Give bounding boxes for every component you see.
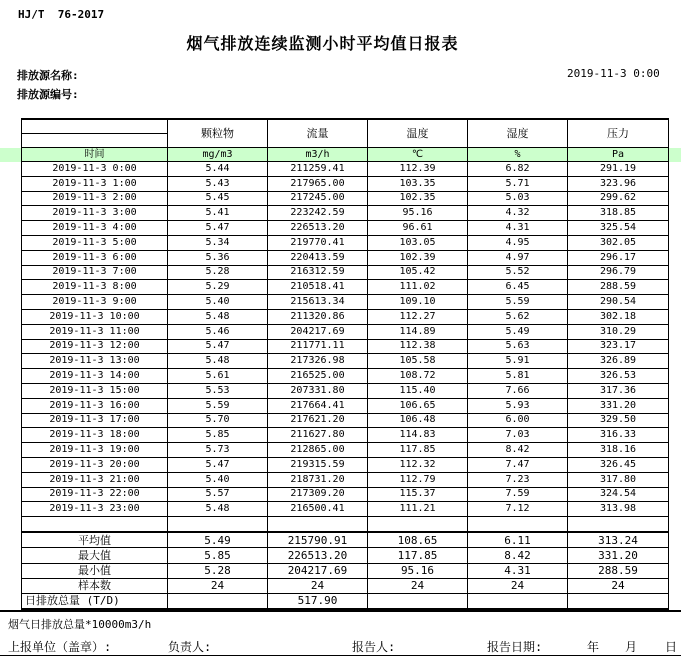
- pressure-cell: 326.53: [568, 369, 669, 384]
- time-cell: 2019-11-3 6:00: [22, 250, 168, 265]
- table-row: [22, 206, 669, 221]
- humidity-cell: 8.42: [468, 443, 568, 458]
- footer-divider-thick: [0, 610, 681, 612]
- summary-rows: [22, 532, 669, 609]
- pressure-cell: 291.19: [568, 162, 669, 177]
- summary-temp-cell: 24: [368, 578, 468, 593]
- flow-cell: 211259.41: [268, 162, 368, 177]
- summary-humidity-cell: 8.42: [468, 548, 568, 563]
- unit-row: [22, 148, 669, 162]
- flow-cell: 217309.20: [268, 487, 368, 502]
- table-row: [22, 369, 669, 384]
- col-header-humidity: 湿度: [468, 119, 568, 148]
- flow-cell: 207331.80: [268, 383, 368, 398]
- unit-temp: ℃: [368, 148, 468, 162]
- temp-cell: 112.79: [368, 472, 468, 487]
- flow-cell: 219770.41: [268, 235, 368, 250]
- summary-humidity-cell: 6.11: [468, 532, 568, 548]
- summary-humidity-cell: 24: [468, 578, 568, 593]
- summary-label-cell: 最小值: [22, 563, 168, 578]
- table-row: [22, 162, 669, 177]
- time-cell: 2019-11-3 19:00: [22, 443, 168, 458]
- table-row: [22, 472, 669, 487]
- table-row: [22, 221, 669, 236]
- pm-cell: 5.53: [168, 383, 268, 398]
- summary-flow-cell: 215790.91: [268, 532, 368, 548]
- humidity-cell: 6.45: [468, 280, 568, 295]
- pressure-cell: 325.54: [568, 221, 669, 236]
- temp-cell: 115.40: [368, 383, 468, 398]
- time-cell: 2019-11-3 11:00: [22, 324, 168, 339]
- pressure-cell: 331.20: [568, 398, 669, 413]
- pressure-cell: 288.59: [568, 280, 669, 295]
- summary-pressure-cell: 313.24: [568, 532, 669, 548]
- temp-cell: 105.42: [368, 265, 468, 280]
- temp-cell: 117.85: [368, 443, 468, 458]
- time-cell: 2019-11-3 23:00: [22, 502, 168, 517]
- summary-pressure-cell: 24: [568, 578, 669, 593]
- temp-cell: 109.10: [368, 295, 468, 310]
- unit-pm: mg/m3: [168, 148, 268, 162]
- pm-cell: 5.45: [168, 191, 268, 206]
- summary-pm-cell: 5.28: [168, 563, 268, 578]
- temp-cell: 106.48: [368, 413, 468, 428]
- pm-cell: 5.34: [168, 235, 268, 250]
- report-datetime: 2019-11-3 0:00: [567, 67, 660, 80]
- flow-cell: 216500.41: [268, 502, 368, 517]
- flow-cell: 218731.20: [268, 472, 368, 487]
- col-header-pressure: 压力: [568, 119, 669, 148]
- temp-cell: 106.65: [368, 398, 468, 413]
- temp-cell: 95.16: [368, 206, 468, 221]
- table-row: [22, 280, 669, 295]
- summary-temp-cell: 108.65: [368, 532, 468, 548]
- pressure-cell: 296.79: [568, 265, 669, 280]
- summary-row: [22, 548, 669, 563]
- humidity-cell: 7.66: [468, 383, 568, 398]
- humidity-cell: 7.23: [468, 472, 568, 487]
- pressure-cell: 326.89: [568, 354, 669, 369]
- flow-cell: 217245.00: [268, 191, 368, 206]
- flow-cell: 212865.00: [268, 443, 368, 458]
- time-cell: 2019-11-3 5:00: [22, 235, 168, 250]
- pressure-cell: 302.18: [568, 309, 669, 324]
- pressure-cell: 290.54: [568, 295, 669, 310]
- pm-cell: 5.48: [168, 502, 268, 517]
- page-title: 烟气排放连续监测小时平均值日报表: [186, 34, 459, 53]
- humidity-cell: 5.52: [468, 265, 568, 280]
- flow-cell: 211320.86: [268, 309, 368, 324]
- spacer-cell: [568, 517, 669, 533]
- time-cell: 2019-11-3 4:00: [22, 221, 168, 236]
- table-row: [22, 457, 669, 472]
- total-emission-note: 烟气日排放总量*10000m3/h: [8, 618, 152, 631]
- unit-humidity: %: [468, 148, 568, 162]
- pm-cell: 5.41: [168, 206, 268, 221]
- pm-cell: 5.57: [168, 487, 268, 502]
- pressure-cell: 310.29: [568, 324, 669, 339]
- unit-flow: m3/h: [268, 148, 368, 162]
- col-header-temp: 温度: [368, 119, 468, 148]
- time-cell: 2019-11-3 3:00: [22, 206, 168, 221]
- time-cell: 2019-11-3 13:00: [22, 354, 168, 369]
- summary-label-cell: 最大值: [22, 548, 168, 563]
- summary-pm-cell: 5.49: [168, 532, 268, 548]
- flow-cell: 216525.00: [268, 369, 368, 384]
- unit-pressure: Pa: [568, 148, 669, 162]
- humidity-cell: 5.71: [468, 176, 568, 191]
- table-row: [22, 398, 669, 413]
- table-row: [22, 295, 669, 310]
- humidity-cell: 4.97: [468, 250, 568, 265]
- humidity-cell: 4.95: [468, 235, 568, 250]
- summary-label-cell: 日排放总量 (T/D): [22, 593, 168, 609]
- col-header-flow: 流量: [268, 119, 368, 148]
- table-row: [22, 502, 669, 517]
- humidity-cell: 6.00: [468, 413, 568, 428]
- flow-cell: 215613.34: [268, 295, 368, 310]
- pm-cell: 5.48: [168, 354, 268, 369]
- pressure-cell: 296.17: [568, 250, 669, 265]
- pressure-cell: 299.62: [568, 191, 669, 206]
- table-row: [22, 176, 669, 191]
- flow-cell: 217621.20: [268, 413, 368, 428]
- humidity-cell: 5.59: [468, 295, 568, 310]
- pm-cell: 5.43: [168, 176, 268, 191]
- humidity-cell: 7.47: [468, 457, 568, 472]
- humidity-cell: 5.63: [468, 339, 568, 354]
- pm-cell: 5.36: [168, 250, 268, 265]
- summary-pressure-cell: [568, 593, 669, 609]
- table-row: [22, 191, 669, 206]
- temp-cell: 112.32: [368, 457, 468, 472]
- temp-cell: 108.72: [368, 369, 468, 384]
- time-cell: 2019-11-3 8:00: [22, 280, 168, 295]
- pressure-cell: 318.85: [568, 206, 669, 221]
- summary-row: [22, 532, 669, 548]
- pm-cell: 5.70: [168, 413, 268, 428]
- humidity-cell: 5.03: [468, 191, 568, 206]
- humidity-cell: 5.91: [468, 354, 568, 369]
- humidity-cell: 6.82: [468, 162, 568, 177]
- summary-flow-cell: 226513.20: [268, 548, 368, 563]
- table-row: [22, 235, 669, 250]
- pm-cell: 5.47: [168, 457, 268, 472]
- spacer-cell: [468, 517, 568, 533]
- table-row: [22, 309, 669, 324]
- pm-cell: 5.47: [168, 339, 268, 354]
- pressure-cell: 316.33: [568, 428, 669, 443]
- param-header-row: [22, 119, 669, 134]
- pm-cell: 5.40: [168, 295, 268, 310]
- flow-cell: 210518.41: [268, 280, 368, 295]
- flow-cell: 217326.98: [268, 354, 368, 369]
- source-code-label: 排放源编号:: [17, 88, 79, 101]
- month-label: 月: [625, 640, 638, 654]
- time-cell: 2019-11-3 16:00: [22, 398, 168, 413]
- responsible-label: 负责人:: [168, 640, 212, 654]
- reporter-label: 报告人:: [352, 640, 396, 654]
- pressure-cell: 318.16: [568, 443, 669, 458]
- flow-cell: 216312.59: [268, 265, 368, 280]
- flow-cell: 204217.69: [268, 324, 368, 339]
- pm-cell: 5.44: [168, 162, 268, 177]
- time-cell: 2019-11-3 21:00: [22, 472, 168, 487]
- source-name-label: 排放源名称:: [17, 69, 79, 82]
- summary-flow-cell: 204217.69: [268, 563, 368, 578]
- temp-cell: 102.35: [368, 191, 468, 206]
- pm-cell: 5.85: [168, 428, 268, 443]
- temp-cell: 111.02: [368, 280, 468, 295]
- time-cell: 2019-11-3 18:00: [22, 428, 168, 443]
- summary-row: [22, 578, 669, 593]
- pm-cell: 5.40: [168, 472, 268, 487]
- table-row: [22, 443, 669, 458]
- flow-cell: 217664.41: [268, 398, 368, 413]
- humidity-cell: 5.49: [468, 324, 568, 339]
- summary-temp-cell: 117.85: [368, 548, 468, 563]
- monitoring-table: [21, 118, 669, 610]
- temp-cell: 111.21: [368, 502, 468, 517]
- pm-cell: 5.46: [168, 324, 268, 339]
- table-header: [22, 119, 669, 162]
- pressure-cell: 313.98: [568, 502, 669, 517]
- flow-cell: 219315.59: [268, 457, 368, 472]
- flow-cell: 223242.59: [268, 206, 368, 221]
- pm-cell: 5.73: [168, 443, 268, 458]
- humidity-cell: 5.62: [468, 309, 568, 324]
- pressure-cell: 302.05: [568, 235, 669, 250]
- summary-flow-cell: 517.90: [268, 593, 368, 609]
- spacer-cell: [268, 517, 368, 533]
- time-cell: 2019-11-3 1:00: [22, 176, 168, 191]
- pm-cell: 5.59: [168, 398, 268, 413]
- time-cell: 2019-11-3 22:00: [22, 487, 168, 502]
- standard-code: HJ/T 76-2017: [18, 8, 105, 21]
- summary-pressure-cell: 288.59: [568, 563, 669, 578]
- summary-pm-cell: 5.85: [168, 548, 268, 563]
- flow-cell: 211771.11: [268, 339, 368, 354]
- stamp-label: 上报单位（盖章）:: [8, 640, 112, 654]
- temp-cell: 115.37: [368, 487, 468, 502]
- pressure-cell: 326.45: [568, 457, 669, 472]
- pm-cell: 5.29: [168, 280, 268, 295]
- time-cell: 2019-11-3 15:00: [22, 383, 168, 398]
- table-row: [22, 383, 669, 398]
- year-label: 年: [587, 640, 600, 654]
- summary-flow-cell: 24: [268, 578, 368, 593]
- humidity-cell: 4.31: [468, 221, 568, 236]
- pm-cell: 5.47: [168, 221, 268, 236]
- summary-humidity-cell: [468, 593, 568, 609]
- summary-label-cell: 平均值: [22, 532, 168, 548]
- pm-cell: 5.28: [168, 265, 268, 280]
- hourly-data-rows: [22, 162, 669, 517]
- flow-cell: 220413.59: [268, 250, 368, 265]
- pm-cell: 5.61: [168, 369, 268, 384]
- pressure-cell: 317.80: [568, 472, 669, 487]
- time-cell: 2019-11-3 12:00: [22, 339, 168, 354]
- summary-row: [22, 593, 669, 609]
- time-cell: 2019-11-3 10:00: [22, 309, 168, 324]
- pressure-cell: 323.96: [568, 176, 669, 191]
- spacer-row: [22, 517, 669, 533]
- temp-cell: 112.39: [368, 162, 468, 177]
- pressure-cell: 329.50: [568, 413, 669, 428]
- spacer-cell: [168, 517, 268, 533]
- footer-divider-thin: [0, 655, 681, 656]
- day-label: 日: [665, 640, 678, 654]
- header-blank-cell-top: [22, 119, 168, 134]
- summary-temp-cell: [368, 593, 468, 609]
- time-cell: 2019-11-3 20:00: [22, 457, 168, 472]
- pressure-cell: 323.17: [568, 339, 669, 354]
- header-blank-cell-bottom: [22, 134, 168, 148]
- temp-cell: 105.58: [368, 354, 468, 369]
- time-cell: 2019-11-3 9:00: [22, 295, 168, 310]
- pressure-cell: 317.36: [568, 383, 669, 398]
- spacer: [22, 517, 669, 533]
- summary-label-cell: 样本数: [22, 578, 168, 593]
- flow-cell: 217965.00: [268, 176, 368, 191]
- summary-row: [22, 563, 669, 578]
- time-cell: 2019-11-3 2:00: [22, 191, 168, 206]
- time-cell: 2019-11-3 0:00: [22, 162, 168, 177]
- flow-cell: 226513.20: [268, 221, 368, 236]
- table-row: [22, 413, 669, 428]
- table-row: [22, 354, 669, 369]
- flow-cell: 211627.80: [268, 428, 368, 443]
- humidity-cell: 7.12: [468, 502, 568, 517]
- table-row: [22, 339, 669, 354]
- pm-cell: 5.48: [168, 309, 268, 324]
- humidity-cell: 7.59: [468, 487, 568, 502]
- temp-cell: 103.05: [368, 235, 468, 250]
- time-cell: 2019-11-3 7:00: [22, 265, 168, 280]
- time-cell: 2019-11-3 17:00: [22, 413, 168, 428]
- summary-temp-cell: 95.16: [368, 563, 468, 578]
- temp-cell: 114.83: [368, 428, 468, 443]
- time-cell: 2019-11-3 14:00: [22, 369, 168, 384]
- table-row: [22, 250, 669, 265]
- temp-cell: 114.89: [368, 324, 468, 339]
- temp-cell: 112.38: [368, 339, 468, 354]
- summary-pm-cell: 24: [168, 578, 268, 593]
- time-header: 时间: [22, 148, 168, 162]
- summary-pm-cell: [168, 593, 268, 609]
- table-row: [22, 324, 669, 339]
- temp-cell: 96.61: [368, 221, 468, 236]
- temp-cell: 102.39: [368, 250, 468, 265]
- temp-cell: 103.35: [368, 176, 468, 191]
- humidity-cell: 7.03: [468, 428, 568, 443]
- table-row: [22, 428, 669, 443]
- summary-pressure-cell: 331.20: [568, 548, 669, 563]
- pressure-cell: 324.54: [568, 487, 669, 502]
- table-row: [22, 265, 669, 280]
- summary-humidity-cell: 4.31: [468, 563, 568, 578]
- humidity-cell: 5.81: [468, 369, 568, 384]
- col-header-pm: 颗粒物: [168, 119, 268, 148]
- humidity-cell: 4.32: [468, 206, 568, 221]
- temp-cell: 112.27: [368, 309, 468, 324]
- humidity-cell: 5.93: [468, 398, 568, 413]
- report-date-label: 报告日期:: [487, 640, 543, 654]
- table-row: [22, 487, 669, 502]
- spacer-cell: [22, 517, 168, 533]
- spacer-cell: [368, 517, 468, 533]
